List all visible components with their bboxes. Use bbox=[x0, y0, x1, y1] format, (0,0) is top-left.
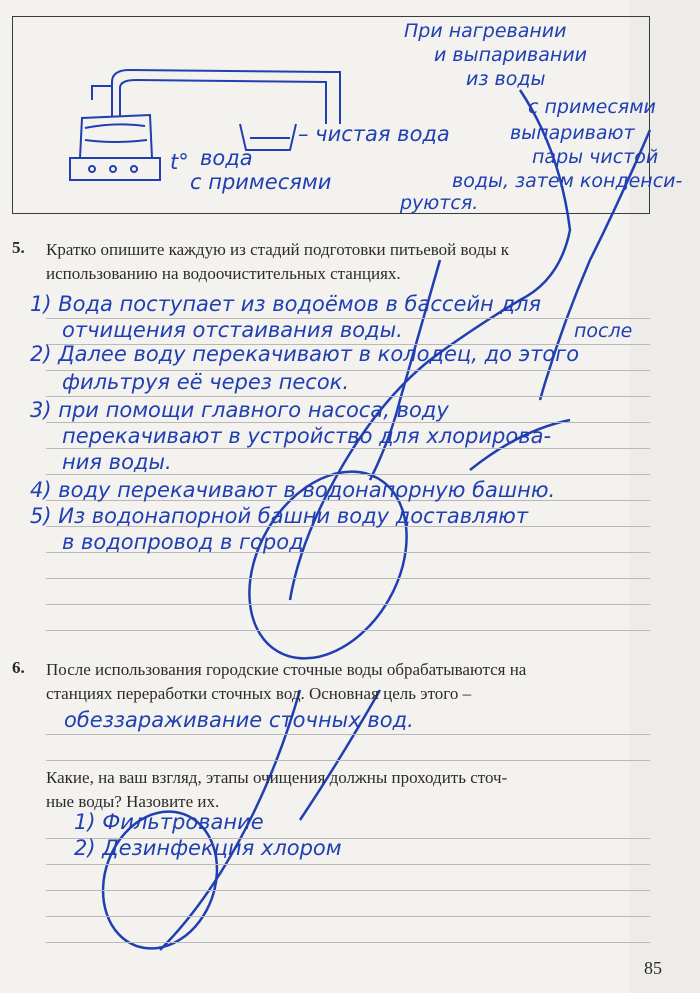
answer-line bbox=[46, 578, 650, 579]
box-answer-line: При нагревании bbox=[404, 20, 567, 42]
box-answer-line: руются. bbox=[400, 192, 479, 214]
box-answer-line: и выпаривании bbox=[434, 44, 588, 66]
question-6-number: 6. bbox=[12, 658, 25, 677]
answer-line bbox=[46, 890, 650, 891]
q5-answer: отчищения отстаивания воды. bbox=[62, 318, 403, 342]
q5-note: после bbox=[574, 320, 633, 342]
q5-answer: 4) воду перекачивают в водонапорную башню. bbox=[30, 478, 556, 502]
answer-line bbox=[46, 916, 650, 917]
label-t: t° bbox=[170, 150, 189, 174]
box-answer-line: выпаривают bbox=[510, 122, 635, 144]
question-6-text: станциях переработки сточных вод. Основная цель этого – bbox=[46, 684, 472, 703]
answer-line bbox=[46, 864, 650, 865]
answer-line bbox=[46, 422, 650, 423]
q6-stage-answer: 1) Фильтрование bbox=[74, 810, 264, 834]
box-answer-line: пары чистой bbox=[532, 146, 659, 168]
q5-answer: фильтруя её через песок. bbox=[62, 370, 350, 394]
answer-line bbox=[46, 630, 650, 631]
label-voda: вода bbox=[200, 146, 253, 170]
question-6-text: После использования городские сточные воды обрабатываются на bbox=[46, 660, 527, 679]
question-6-subtext: ные воды? Назовите их. bbox=[46, 792, 220, 811]
box-answer-line: с примесями bbox=[528, 96, 656, 118]
question-5-text: использованию на водоочистительных станциях. bbox=[46, 264, 401, 283]
answer-line bbox=[46, 942, 650, 943]
box-answer-line: воды, затем конденси- bbox=[452, 170, 683, 192]
label-impure-water: с примесями bbox=[190, 170, 332, 194]
question-5-number: 5. bbox=[12, 238, 25, 257]
q5-answer: 1) Вода поступает из водоёмов в бассейн для bbox=[30, 292, 542, 316]
answer-line bbox=[46, 396, 650, 397]
q5-answer: ния воды. bbox=[62, 450, 172, 474]
box-answer-line: из воды bbox=[466, 68, 546, 90]
answer-line bbox=[46, 734, 650, 735]
q5-answer: в водопровод в город bbox=[62, 530, 304, 554]
answer-line bbox=[46, 474, 650, 475]
question-6-subtext: Какие, на ваш взгляд, этапы очищения должны проходить сточ- bbox=[46, 768, 508, 787]
q5-answer: 3) при помощи главного насоса, воду bbox=[30, 398, 449, 422]
q5-answer: 2) Далее воду перекачивают в колодец, до этого bbox=[30, 342, 580, 366]
question-5-text: Кратко опишите каждую из стадий подготовки питьевой воды к bbox=[46, 240, 510, 259]
answer-line bbox=[46, 760, 650, 761]
label-clean-water: – чистая вода bbox=[298, 122, 450, 146]
q5-answer: перекачивают в устройство для хлорирова- bbox=[62, 424, 552, 448]
answer-line bbox=[46, 448, 650, 449]
q6-goal-answer: обеззараживание сточных вод. bbox=[64, 708, 414, 732]
q5-answer: 5) Из водонапорной башни воду доставляют bbox=[30, 504, 529, 528]
q6-stage-answer: 2) Дезинфекция хлором bbox=[74, 836, 342, 860]
page-number: 85 bbox=[644, 958, 662, 978]
answer-line bbox=[46, 604, 650, 605]
